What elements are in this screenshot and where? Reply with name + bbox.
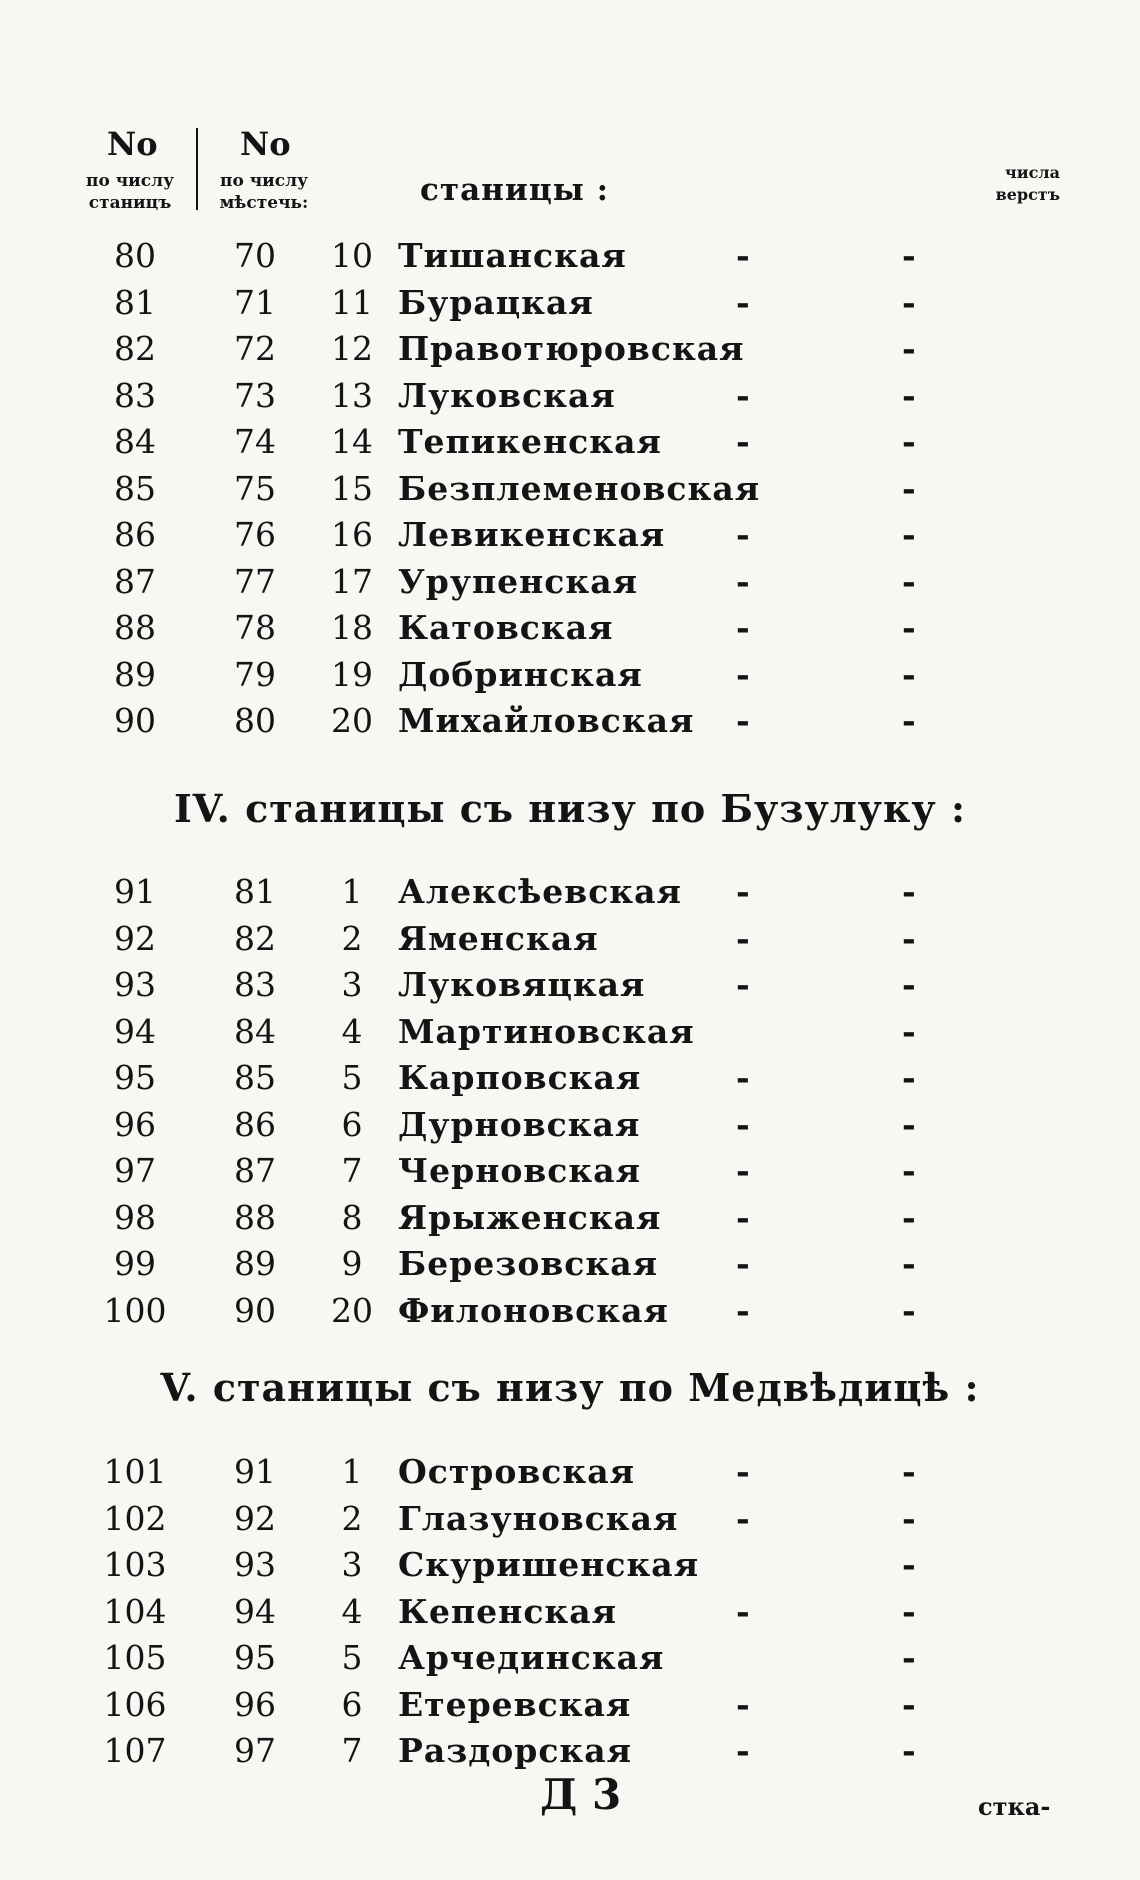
versts-value: - [902, 1545, 916, 1584]
place-number: 71 [234, 282, 276, 322]
dash-mark: - [736, 965, 750, 1004]
versts-value: - [902, 561, 916, 601]
stanitsa-name: Раздорская [398, 1731, 633, 1770]
stanitsa-number: 80 [114, 236, 156, 275]
stanitsa-number: 96 [114, 1104, 156, 1144]
dash-mark: - [736, 1684, 750, 1724]
dash-mark: - [736, 872, 750, 911]
local-number: 4 [341, 1591, 363, 1631]
stanitsa-name: Кепенская [398, 1591, 618, 1631]
stanitsa-name: Тепикенская [398, 422, 662, 461]
local-number: 6 [341, 1104, 363, 1144]
local-number: 2 [341, 918, 363, 958]
table-row [0, 1291, 1140, 1335]
local-number: 4 [341, 1011, 363, 1051]
table-row [0, 422, 1140, 466]
stanitsa-name: Левикенская [398, 515, 666, 554]
stanitsa-name: Бурацкая [398, 282, 594, 322]
stanitsa-number: 103 [103, 1545, 167, 1584]
versts-value: - [902, 236, 916, 275]
dash-mark: - [736, 515, 750, 554]
stanitsa-number: 92 [114, 918, 156, 958]
stanitsa-name: Филоновская [398, 1290, 669, 1330]
stanitsa-number: 105 [103, 1638, 167, 1677]
versts-value: - [902, 701, 916, 740]
stanitsa-name: Безплеменовская [398, 468, 761, 508]
local-number: 3 [341, 1545, 363, 1584]
dash-mark: - [736, 561, 750, 601]
stanitsa-number: 82 [114, 329, 156, 368]
versts-value: - [902, 1290, 916, 1330]
table-row [0, 1058, 1140, 1102]
place-number: 70 [234, 236, 276, 275]
dash-mark: - [736, 918, 750, 958]
place-number: 85 [234, 1058, 276, 1097]
table-row [0, 515, 1140, 559]
dash-mark: - [736, 375, 750, 415]
versts-value: - [902, 468, 916, 508]
place-number: 80 [234, 701, 276, 740]
dash-mark: - [736, 1452, 750, 1491]
stanitsa-number: 104 [103, 1591, 167, 1631]
table-row [0, 376, 1140, 420]
versts-value: - [902, 654, 916, 694]
place-number: 72 [234, 329, 276, 368]
column-header-stanitsy: станицы : [420, 172, 610, 208]
dash-mark: - [736, 1244, 750, 1283]
stanitsa-number: 93 [114, 965, 156, 1004]
place-number: 93 [234, 1545, 276, 1584]
place-number: 73 [234, 375, 276, 415]
stanitsa-number: 107 [103, 1731, 167, 1770]
column-subheader-by-stanitsa: по числу станицъ [86, 171, 174, 213]
stanitsa-name: Карповская [398, 1058, 642, 1097]
stanitsa-name: Арчединская [398, 1638, 665, 1677]
stanitsa-name: Михайловская [398, 701, 695, 740]
local-number: 14 [331, 422, 373, 461]
stanitsa-name: Глазуновская [398, 1498, 679, 1538]
place-number: 90 [234, 1290, 276, 1330]
stanitsa-number: 86 [114, 515, 156, 554]
local-number: 19 [331, 654, 373, 694]
versts-value: - [902, 282, 916, 322]
stanitsa-number: 99 [114, 1244, 156, 1283]
place-number: 91 [234, 1452, 276, 1491]
local-number: 5 [341, 1638, 363, 1677]
versts-value: - [902, 1244, 916, 1283]
table-row [0, 1545, 1140, 1589]
place-number: 78 [234, 608, 276, 647]
table-row [0, 329, 1140, 373]
stanitsa-name: Островская [398, 1452, 635, 1491]
stanitsa-name: Правотюровская [398, 329, 745, 368]
stanitsa-name: Ярыженская [398, 1197, 662, 1237]
stanitsa-number: 95 [114, 1058, 156, 1097]
table-row [0, 872, 1140, 916]
stanitsa-number: 89 [114, 654, 156, 694]
versts-value: - [902, 1591, 916, 1631]
versts-value: - [902, 375, 916, 415]
stanitsa-number: 101 [103, 1452, 167, 1491]
table-row [0, 1105, 1140, 1149]
dash-mark: - [736, 1290, 750, 1330]
stanitsa-number: 85 [114, 468, 156, 508]
column-header-no-stanitsa: No [107, 125, 158, 163]
versts-value: - [902, 1104, 916, 1144]
place-number: 97 [234, 1731, 276, 1770]
local-number: 11 [331, 282, 373, 322]
section-title-buzuluk: IV. станицы съ низу по Бузулуку : [174, 786, 966, 831]
local-number: 16 [331, 515, 373, 554]
stanitsa-number: 97 [114, 1151, 156, 1190]
place-number: 84 [234, 1011, 276, 1051]
versts-value: - [902, 1197, 916, 1237]
dash-mark: - [736, 1104, 750, 1144]
place-number: 89 [234, 1244, 276, 1283]
versts-value: - [902, 1684, 916, 1724]
table-row [0, 1151, 1140, 1195]
table-row [0, 701, 1140, 745]
local-number: 12 [331, 329, 373, 368]
local-number: 1 [341, 1452, 363, 1491]
local-number: 17 [331, 561, 373, 601]
place-number: 94 [234, 1591, 276, 1631]
versts-value: - [902, 422, 916, 461]
dash-mark: - [736, 1498, 750, 1538]
place-number: 74 [234, 422, 276, 461]
table-row [0, 608, 1140, 652]
stanitsa-name: Березовская [398, 1244, 658, 1283]
stanitsa-name: Луковяцкая [398, 965, 646, 1004]
stanitsa-number: 91 [114, 872, 156, 911]
dash-mark: - [736, 701, 750, 740]
versts-value: - [902, 1731, 916, 1770]
versts-value: - [902, 872, 916, 911]
dash-mark: - [736, 282, 750, 322]
stanitsa-name: Алексѣевская [398, 872, 682, 911]
stanitsa-number: 90 [114, 701, 156, 740]
dash-mark: - [736, 1151, 750, 1190]
section-title-medveditsa: V. станицы съ низу по Медвѣдицѣ : [160, 1365, 980, 1410]
local-number: 1 [341, 872, 363, 911]
table-row [0, 1452, 1140, 1496]
stanitsa-name: Етеревская [398, 1684, 632, 1724]
table-row [0, 1499, 1140, 1543]
stanitsa-number: 106 [103, 1684, 167, 1724]
place-number: 82 [234, 918, 276, 958]
place-number: 75 [234, 468, 276, 508]
local-number: 2 [341, 1498, 363, 1538]
stanitsa-number: 98 [114, 1197, 156, 1237]
place-number: 88 [234, 1197, 276, 1237]
versts-value: - [902, 1151, 916, 1190]
dash-mark: - [736, 422, 750, 461]
dash-mark: - [736, 236, 750, 275]
stanitsa-number: 87 [114, 561, 156, 601]
stanitsa-name: Дурновская [398, 1104, 641, 1144]
stanitsa-name: Черновская [398, 1151, 641, 1190]
versts-value: - [902, 1638, 916, 1677]
stanitsa-name: Скуришенская [398, 1545, 700, 1584]
column-header-no-place: No [240, 125, 291, 163]
stanitsa-number: 88 [114, 608, 156, 647]
place-number: 81 [234, 872, 276, 911]
local-number: 6 [341, 1684, 363, 1724]
table-row [0, 965, 1140, 1009]
stanitsa-number: 81 [114, 282, 156, 322]
signature-mark: Д 3 [540, 1770, 622, 1819]
stanitsa-name: Катовская [398, 608, 614, 647]
place-number: 79 [234, 654, 276, 694]
stanitsa-name: Тишанская [398, 236, 627, 275]
dash-mark: - [736, 1591, 750, 1631]
local-number: 7 [341, 1731, 363, 1770]
column-header-versts: числа верстъ [995, 163, 1060, 204]
local-number: 18 [331, 608, 373, 647]
local-number: 13 [331, 375, 373, 415]
stanitsa-number: 102 [103, 1498, 167, 1538]
local-number: 20 [331, 701, 373, 740]
dash-mark: - [736, 1197, 750, 1237]
table-row [0, 1012, 1140, 1056]
table-row [0, 469, 1140, 513]
catchword: стка- [978, 1792, 1051, 1821]
place-number: 76 [234, 515, 276, 554]
local-number: 5 [341, 1058, 363, 1097]
table-row [0, 1244, 1140, 1288]
local-number: 15 [331, 468, 373, 508]
stanitsa-name: Мартиновская [398, 1011, 695, 1051]
table-row [0, 1592, 1140, 1636]
versts-value: - [902, 329, 916, 368]
local-number: 3 [341, 965, 363, 1004]
versts-value: - [902, 965, 916, 1004]
place-number: 86 [234, 1104, 276, 1144]
stanitsa-name: Урупенская [398, 561, 638, 601]
table-row [0, 1198, 1140, 1242]
table-row [0, 1731, 1140, 1775]
dash-mark: - [736, 1731, 750, 1770]
stanitsa-name: Луковская [398, 375, 616, 415]
table-row [0, 562, 1140, 606]
stanitsa-number: 94 [114, 1011, 156, 1051]
table-row [0, 655, 1140, 699]
local-number: 7 [341, 1151, 363, 1190]
place-number: 92 [234, 1498, 276, 1538]
versts-value: - [902, 608, 916, 647]
local-number: 10 [331, 236, 373, 275]
dash-mark: - [736, 1058, 750, 1097]
stanitsa-name: Добринская [398, 654, 643, 694]
local-number: 8 [341, 1197, 363, 1237]
versts-value: - [902, 515, 916, 554]
place-number: 96 [234, 1684, 276, 1724]
column-subheader-by-place: по числу мѣстечь: [219, 171, 309, 213]
place-number: 77 [234, 561, 276, 601]
versts-value: - [902, 1498, 916, 1538]
versts-value: - [902, 918, 916, 958]
local-number: 9 [341, 1244, 363, 1283]
versts-value: - [902, 1452, 916, 1491]
stanitsa-name: Яменская [398, 918, 599, 958]
place-number: 83 [234, 965, 276, 1004]
versts-value: - [902, 1011, 916, 1051]
table-row [0, 919, 1140, 963]
versts-value: - [902, 1058, 916, 1097]
table-row [0, 1638, 1140, 1682]
stanitsa-number: 100 [103, 1290, 167, 1330]
stanitsa-number: 84 [114, 422, 156, 461]
dash-mark: - [736, 608, 750, 647]
table-row [0, 283, 1140, 327]
dash-mark: - [736, 654, 750, 694]
stanitsa-number: 83 [114, 375, 156, 415]
local-number: 20 [331, 1290, 373, 1330]
place-number: 87 [234, 1151, 276, 1190]
table-row [0, 236, 1140, 280]
place-number: 95 [234, 1638, 276, 1677]
table-row [0, 1685, 1140, 1729]
